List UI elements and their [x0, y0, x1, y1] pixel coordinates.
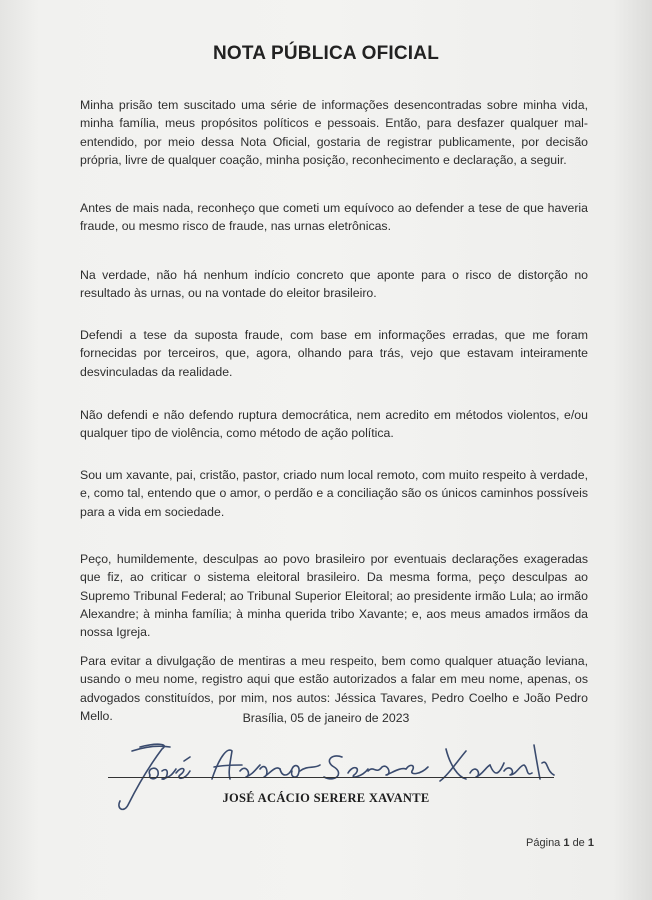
page-of: de: [572, 837, 585, 849]
paragraph-7: Peço, humildemente, desculpas ao povo brasileiro por eventuais declarações exageradas que fiz, ao criticar o sistema eleitoral brasileiro. Da mesma forma, peço desculpas ao Supremo Tribunal Federal; ao Tribunal Superior Eleitoral; ao presidente irmão Lula; ao irmão Alexandre; à minha família; à minha querida tribo Xavante; e, aos meus amados irmãos da nossa Igreja.: [80, 552, 588, 640]
page-current: 1: [563, 837, 570, 849]
paragraph-4: Defendi a tese da suposta fraude, com base em informações erradas, que me foram fornecidas por terceiros, que, agora, olhando para trás, vejo que estavam inteiramente desvinculadas da realidade.: [80, 328, 588, 379]
paragraph-3: Na verdade, não há nenhum indício concreto que aponte para o risco de distorção no resultado às urnas, ou na vontade do eleitor brasileiro.: [80, 268, 588, 301]
document-title: NOTA PÚBLICA OFICIAL: [213, 43, 439, 64]
paragraph-2: Antes de mais nada, reconheço que cometi um equívoco ao defender a tese de que haveria fraude, ou mesmo risco de fraude, nas urnas eletrônicas.: [80, 201, 588, 234]
paragraph-1: Minha prisão tem suscitado uma série de informações desencontradas sobre minha vida, minha família, meus propósitos políticos e pessoais. Então, para desfazer qualquer mal-entendido, por meio dessa Nota Oficial, gostaria de registrar publicamente, por decisão própria, livre de qualquer coação, minha posição, reconhecimento e declaração, a seguir.: [80, 98, 588, 167]
page-label: Página: [526, 837, 561, 849]
date-line: Brasília, 05 de janeiro de 2023: [242, 711, 410, 725]
signature-line: [108, 777, 554, 778]
signer-name: JOSÉ ACÁCIO SERERE XAVANTE: [222, 791, 430, 805]
page-number: [526, 837, 594, 849]
page-total: 1: [587, 837, 594, 849]
paragraph-6: Sou um xavante, pai, cristão, pastor, criado num local remoto, com muito respeito à verdade, e, como tal, entendo que o amor, o perdão e a conciliação são os únicos caminhos possíveis para a vida em sociedade.: [80, 468, 588, 519]
paragraph-5: Não defendi e não defendo ruptura democrática, nem acredito em métodos violentos, e/ou qualquer tipo de violência, como método de ação política.: [80, 408, 588, 441]
paragraph-8: Para evitar a divulgação de mentiras a meu respeito, bem como qualquer atuação leviana, usando o meu nome, registro aqui que estão autorizados a falar em meu nome, apenas, os advogados constituídos, por mim, nos autos: Jéssica Tavares, Pedro Coelho e João Pedro Mello.: [80, 654, 588, 723]
